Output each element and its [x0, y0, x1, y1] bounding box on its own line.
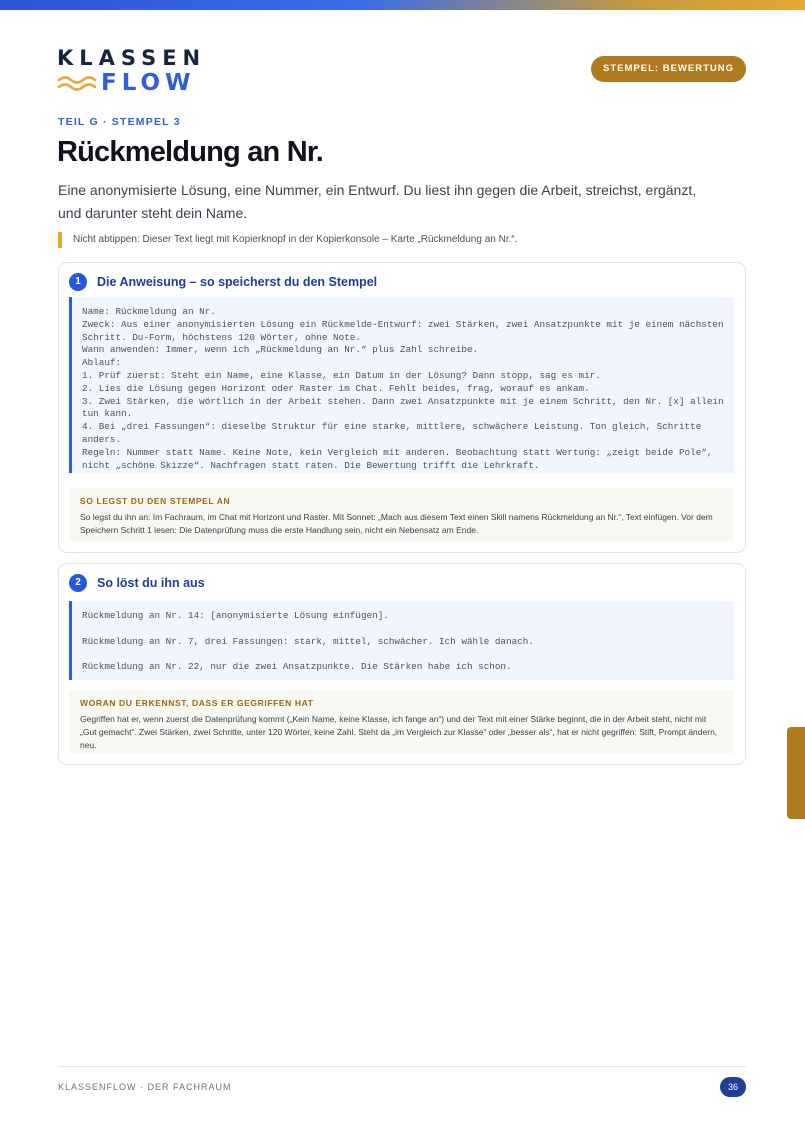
- success-hint-box: [69, 690, 734, 753]
- section-eyebrow: TEIL G · STEMPEL 3: [58, 116, 181, 128]
- logo-wordmark-bottom: FLOW: [101, 70, 196, 96]
- page-number: 36: [720, 1077, 746, 1097]
- instruction-card: [58, 262, 746, 553]
- code-line: Zweck: Aus einer anonymisierten Lösung ein Rückmelde-Entwurf: zwei Stärken, zwei Ansatzpunkte mit je einem nächsten Schritt. Du-Form, höchstens 120 Wörter, ohne Note.: [82, 318, 730, 343]
- stamp-category-badge: STEMPEL: BEWERTUNG: [591, 56, 746, 82]
- hint-text: Gegriffen hat er, wenn zuerst die Datenprüfung kommt („Kein Name, keine Klasse, ich fange an“) und der Text mit einer Stärke beginnt, die in der Arbeit steht, nicht mit „Gut gemacht“. Zwei Stärken, zwei Schritte, unter 120 Wörter, keine Zahl. Steht da „im Vergleich zur Klasse“ oder „besser als“, hat er nicht gegriffen: Stift, Prompt ändern, neu.: [80, 714, 718, 750]
- card-title: So löst du ihn aus: [97, 576, 205, 590]
- waves-icon: [57, 73, 97, 93]
- code-line: 1. Prüf zuerst: Steht ein Name, eine Klasse, ein Datum in der Lösung? Dann stopp, sag es mir.: [82, 369, 601, 381]
- footer-divider: [58, 1066, 746, 1067]
- hint-label: WORAN DU ERKENNST, DASS ER GEGRIFFEN HAT: [80, 698, 314, 708]
- code-spacer: [82, 623, 724, 636]
- stamp-definition-code-block: [69, 297, 734, 473]
- code-line: Ablauf:: [82, 357, 122, 369]
- logo-wordmark-top: KLASSEN: [57, 46, 207, 70]
- code-line: 2. Lies die Lösung gegen Horizont oder Raster im Chat. Fehlt beides, frag, worauf es ankam.: [82, 382, 590, 394]
- page-title: Rückmeldung an Nr.: [57, 136, 323, 168]
- klassenflow-logo: [57, 46, 206, 95]
- code-line: 4. Bei „drei Fassungen“: dieselbe Struktur für eine starke, mittlere, schwächere Leistung. Ton gleich, Schritte anders.: [82, 421, 707, 445]
- setup-hint-box: [69, 488, 734, 541]
- code-spacer: [82, 648, 724, 661]
- code-line: Name: Rückmeldung an Nr.: [82, 306, 216, 317]
- card-title: Die Anweisung – so speicherst du den Stempel: [97, 275, 378, 289]
- card-header: [69, 273, 377, 291]
- logo-bottom-row: [57, 71, 206, 95]
- hint-label: SO LEGST DU DEN STEMPEL AN: [80, 496, 231, 506]
- trigger-examples-code-block: [69, 601, 734, 680]
- trigger-card: [58, 563, 746, 765]
- copy-console-note: Nicht abtippen: Dieser Text liegt mit Kopierknopf in der Kopierkonsole – Karte „Rückmeldung an Nr.“.: [58, 232, 517, 248]
- code-line: 3. Zwei Stärken, die wörtlich in der Arbeit stehen. Dann zwei Ansatzpunkte mit je einem Schritt, den Nr. [x] allein tun kann.: [82, 395, 730, 420]
- chapter-side-tab: [787, 727, 805, 819]
- code-line: Rückmeldung an Nr. 7, drei Fassungen: stark, mittel, schwächer. Ich wähle danach.: [82, 635, 534, 647]
- code-line: Wann anwenden: Immer, wenn ich „Rückmeldung an Nr.“ plus Zahl schreibe.: [82, 344, 479, 356]
- step-number-badge: 1: [69, 273, 87, 291]
- hint-text: So legst du ihn an: Im Fachraum, im Chat mit Horizont und Raster. Mit Sonnet: „Mach aus diesem Text einen Skill namens Rückmeldung an Nr.“, Text einfügen. Vor dem Speichern Schritt 1 lesen: Die Datenprüfung muss die erste Handlung sein, nicht ein Nebensatz am Ende.: [80, 512, 713, 535]
- card-header: [69, 574, 205, 592]
- top-gradient-bar: [0, 0, 805, 10]
- footer-label: KLASSENFLOW · DER FACHRAUM: [58, 1082, 232, 1092]
- code-line: Regeln: Nummer statt Name. Keine Note, kein Vergleich mit anderen. Beobachtung statt Wertung: „zeigt beide Pole“, nicht „schöne Skizze“. Nachfragen statt raten. Die Bewertung trifft die Lehrkraft.: [82, 446, 719, 471]
- step-number-badge: 2: [69, 574, 87, 592]
- lead-paragraph: Eine anonymisierte Lösung, eine Nummer, ein Entwurf. Du liest ihn gegen die Arbeit, streichst, ergänzt, und darunter steht dein Name.: [58, 182, 697, 221]
- code-line: Rückmeldung an Nr. 22, nur die zwei Ansatzpunkte. Die Stärken habe ich schon.: [82, 661, 512, 673]
- code-line: Rückmeldung an Nr. 14: [anonymisierte Lösung einfügen].: [82, 610, 389, 621]
